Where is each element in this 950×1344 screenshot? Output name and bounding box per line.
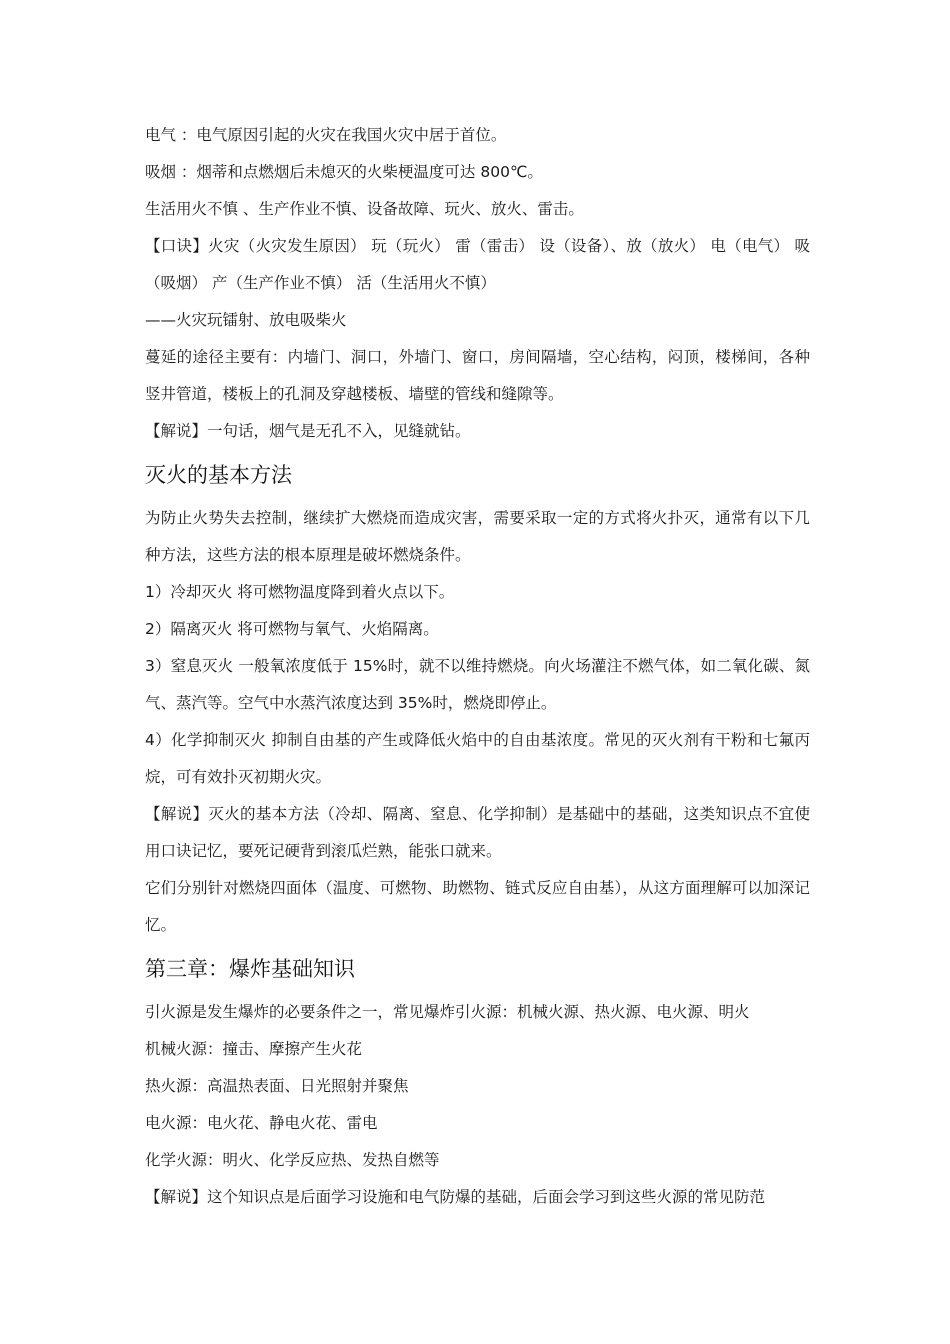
paragraph-spread-routes: 蔓延的途径主要有：内墙门、洞口，外墙门、窗口，房间隔墙，空心结构，闷顶，楼梯间，各种竖井管道，楼板上的孔洞及穿越楼板、墙壁的管线和缝隙等。 [145,348,810,403]
paragraph-extinguishing-intro: 为防止火势失去控制，继续扩大燃烧而造成灾害，需要采取一定的方式将火扑灭，通常有以下几种方法，这些方法的根本原理是破坏燃烧条件。 [145,509,810,564]
paragraph-smothering: 3）窒息灭火 一般氧浓度低于 15%时，就不以维持燃烧。向火场灌注不燃气体，如二氧化碳、氮气、蒸汽等。空气中水蒸汽浓度达到 35%时，燃烧即停止。 [145,657,810,712]
paragraph-explanation-ignition: 【解说】这个知识点是后面学习设施和电气防爆的基础，后面会学习到这些火源的常见防范 [145,1188,766,1206]
paragraph-isolation: 2）隔离灭火 将可燃物与氧气、火焰隔离。 [145,620,439,638]
paragraph-chemical-source: 化学火源：明火、化学反应热、发热自燃等 [145,1151,440,1169]
paragraph-cooling: 1）冷却灭火 将可燃物温度降到着火点以下。 [145,583,455,601]
paragraph-other-causes: 生活用火不慎 、生产作业不慎、设备故障、玩火、放火、雷击。 [145,200,584,218]
paragraph-mnemonic: 【口诀】火灾（火灾发生原因） 玩（玩火） 雷（雷击） 设（设备）、放（放火） 电（电气） 吸（吸烟） 产（生产作业不慎） 活（生活用火不慎） [145,237,810,292]
heading-chapter-three: 第三章：爆炸基础知识 [145,957,355,981]
paragraph-mnemonic-phrase: ——火灾玩镭射、放电吸柴火 [145,311,347,329]
paragraph-fire-tetrahedron: 它们分别针对燃烧四面体（温度、可燃物、助燃物、链式反应自由基），从这方面理解可以加深记忆。 [145,879,810,934]
paragraph-mechanical-source: 机械火源：撞击、摩擦产生火花 [145,1040,363,1058]
paragraph-ignition-sources: 引火源是发生爆炸的必要条件之一，常见爆炸引火源：机械火源、热火源、电火源、明火 [145,1003,750,1021]
heading-extinguishing-methods: 灭火的基本方法 [145,463,292,487]
paragraph-chemical-inhibition: 4）化学抑制灭火 抑制自由基的产生或降低火焰中的自由基浓度。常见的灭火剂有干粉和七氟丙烷，可有效扑灭初期火灾。 [145,731,810,786]
paragraph-thermal-source: 热火源：高温热表面、日光照射并聚焦 [145,1077,409,1095]
paragraph-electrical-cause: 电气 ：电气原因引起的火灾在我国火灾中居于首位。 [145,126,507,144]
paragraph-explanation-smoke: 【解说】一句话，烟气是无孔不入，见缝就钻。 [145,422,471,440]
document-body [145,117,810,1216]
paragraph-smoking-cause: 吸烟 ：烟蒂和点燃烟后未熄灭的火柴梗温度可达 800℃。 [145,163,543,181]
paragraph-explanation-methods: 【解说】灭火的基本方法（冷却、隔离、窒息、化学抑制）是基础中的基础，这类知识点不宜使用口诀记忆，要死记硬背到滚瓜烂熟，能张口就来。 [145,805,810,860]
paragraph-electrical-source: 电火源：电火花、静电火花、雷电 [145,1114,378,1132]
